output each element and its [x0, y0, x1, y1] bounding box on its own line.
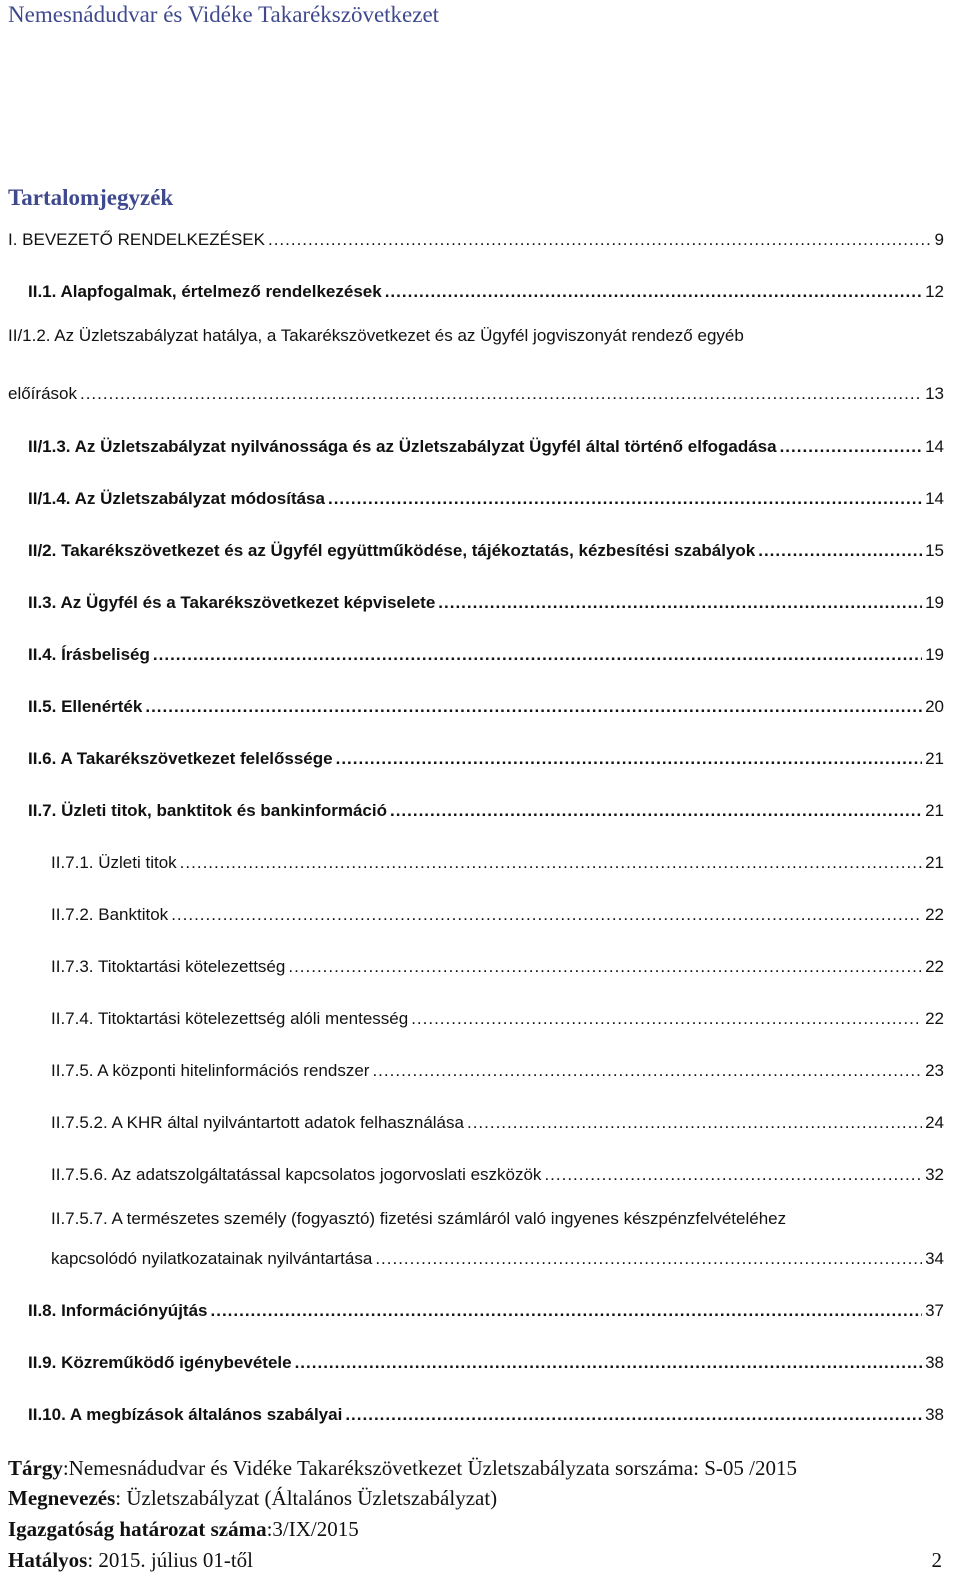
toc-entry[interactable] [0, 1208, 960, 1290]
toc-leader-dots [268, 229, 932, 251]
toc-leader-dots [780, 436, 923, 458]
toc-leader-dots [328, 488, 922, 510]
toc-entry[interactable] [0, 1104, 960, 1134]
toc-leader-dots [411, 1008, 922, 1030]
toc-leader-dots [758, 540, 922, 562]
toc-entry-label: II.7.4. Titoktartási kötelezettség alóli mentesség [51, 1009, 409, 1028]
footer-name-key: Megnevezés [8, 1486, 116, 1510]
toc-entry-page: 38 [925, 1405, 944, 1424]
footer-decision [8, 1517, 359, 1542]
toc-entry-label: II.6. A Takarékszövetkezet felelőssége [28, 749, 333, 768]
toc-leader-dots [145, 696, 922, 718]
footer-valid-value: : 2015. július 01-től [87, 1548, 254, 1572]
toc-entry[interactable] [0, 896, 960, 926]
toc-entry-label: II.7.3. Titoktartási kötelezettség [51, 957, 286, 976]
toc-leader-dots [345, 1404, 922, 1426]
toc-leader-dots [390, 800, 922, 822]
toc-leader-dots [375, 1248, 922, 1270]
toc-entry-label: II.4. Írásbeliség [28, 645, 150, 664]
toc-entry-page: 22 [925, 1009, 944, 1028]
toc-leader-dots [80, 383, 922, 405]
toc-entry[interactable] [0, 1052, 960, 1082]
toc-entry[interactable] [0, 1344, 960, 1374]
toc-entry-label: II/1.4. Az Üzletszabályzat módosítása [28, 489, 325, 508]
toc-entry[interactable] [0, 792, 960, 822]
toc-entry[interactable] [0, 948, 960, 978]
toc-entry-label: II.10. A megbízások általános szabályai [28, 1405, 343, 1424]
toc-leader-dots [211, 1300, 923, 1322]
toc-leader-dots [288, 956, 922, 978]
toc-entry-page: 22 [925, 957, 944, 976]
toc-entry-label: II.1. Alapfogalmak, értelmező rendelkezések [28, 282, 382, 301]
toc-leader-dots [171, 904, 922, 926]
toc-entry-page: 9 [934, 230, 944, 249]
toc-entry-label: II.7.1. Üzleti titok [51, 853, 177, 872]
page-number: 2 [931, 1548, 942, 1572]
toc-entry[interactable] [0, 480, 960, 510]
toc-leader-dots [295, 1352, 923, 1374]
toc-leader-dots [372, 1060, 922, 1082]
footer-name [8, 1486, 497, 1511]
toc-entry-label: II.8. Információnyújtás [28, 1301, 208, 1320]
footer-valid [8, 1548, 253, 1573]
toc-entry[interactable] [0, 428, 960, 458]
toc-entry-page: 20 [925, 697, 944, 716]
toc-entry-page: 12 [925, 282, 944, 301]
toc-entry-page: 32 [925, 1165, 944, 1184]
toc-entry-label: II.7.5. A központi hitelinformációs rendszer [51, 1061, 370, 1080]
toc-entry-page: 24 [925, 1113, 944, 1132]
toc-entry-page: 23 [925, 1061, 944, 1080]
toc-entry-label: II.9. Közreműködő igénybevétele [28, 1353, 292, 1372]
toc-entry[interactable] [0, 1396, 960, 1426]
page-header: Nemesnádudvar és Vidéke Takarékszövetkezet [8, 2, 440, 27]
toc-entry-page: 21 [925, 853, 944, 872]
toc-entry-label-line1: II/1.2. Az Üzletszabályzat hatálya, a Takarékszövetkezet és az Ügyfél jogviszonyát rendező egyéb [8, 326, 744, 345]
toc-entry[interactable] [0, 532, 960, 562]
toc-leader-dots [385, 281, 922, 303]
toc-entry-label: II/2. Takarékszövetkezet és az Ügyfél együttműködése, tájékoztatás, kézbesítési szabályok [28, 541, 756, 560]
toc-entry-label: II.7. Üzleti titok, banktitok és bankinformáció [28, 801, 387, 820]
toc-entry[interactable] [0, 1000, 960, 1030]
toc-entry-label: II.7.5.2. A KHR által nyilvántartott adatok felhasználása [51, 1113, 464, 1132]
toc-entry-label: II.7.2. Banktitok [51, 905, 169, 924]
toc-entry-label: II.5. Ellenérték [28, 697, 143, 716]
toc-entry-page: 14 [925, 437, 944, 456]
toc-entry-page: 21 [925, 801, 944, 820]
toc-entry-page: 15 [925, 541, 944, 560]
toc-entry-page: 13 [925, 384, 944, 403]
toc-entry-label-line1: II.7.5.7. A természetes személy (fogyasztó) fizetési számláról való ingyenes készpénzfelvételéhez [51, 1209, 787, 1228]
toc-entry-label: előírások [8, 384, 77, 403]
footer-subject-key: Tárgy [8, 1456, 63, 1480]
toc-entry[interactable] [0, 221, 960, 251]
toc-entry-label: II.7.5.6. Az adatszolgáltatással kapcsolatos jogorvoslati eszközök [51, 1165, 542, 1184]
toc-leader-dots [438, 592, 922, 614]
toc-entry-page: 19 [925, 645, 944, 664]
toc-entry[interactable] [0, 740, 960, 770]
toc-leader-dots [153, 644, 922, 666]
toc-entry-page: 19 [925, 593, 944, 612]
toc-entry[interactable] [0, 1156, 960, 1186]
footer-decision-key: Igazgatóság határozat száma [8, 1517, 267, 1541]
toc-entry-page: 22 [925, 905, 944, 924]
toc-entry-page: 21 [925, 749, 944, 768]
footer-name-value: : Üzletszabályzat (Általános Üzletszabályzat) [115, 1486, 498, 1510]
footer-decision-value: :3/IX/2015 [266, 1517, 359, 1541]
toc-title: Tartalomjegyzék [8, 185, 174, 210]
toc-entry-label: II/1.3. Az Üzletszabályzat nyilvánossága és az Üzletszabályzat Ügyfél által történő elfogadása [28, 437, 777, 456]
toc-entry[interactable] [0, 1292, 960, 1322]
toc-leader-dots [336, 748, 922, 770]
toc-entry[interactable] [0, 584, 960, 614]
toc-entry-page: 34 [925, 1249, 944, 1268]
footer-valid-key: Hatályos [8, 1548, 88, 1572]
toc-entry-label: kapcsolódó nyilatkozatainak nyilvántartása [51, 1249, 373, 1268]
footer-subject [8, 1456, 797, 1481]
toc-leader-dots [467, 1112, 922, 1134]
toc-entry[interactable] [0, 688, 960, 718]
toc-entry-page: 38 [925, 1353, 944, 1372]
toc-leader-dots [544, 1164, 922, 1186]
toc-entry[interactable] [0, 325, 960, 407]
toc-entry[interactable] [0, 273, 960, 303]
toc-entry[interactable] [0, 844, 960, 874]
toc-entry-label: II.3. Az Ügyfél és a Takarékszövetkezet képviselete [28, 593, 436, 612]
toc-entry-page: 14 [925, 489, 944, 508]
toc-leader-dots [180, 852, 922, 874]
toc-entry[interactable] [0, 636, 960, 666]
toc-entry-label: I. BEVEZETŐ RENDELKEZÉSEK [8, 230, 265, 249]
toc-entry-page: 37 [925, 1301, 944, 1320]
footer-subject-value: :Nemesnádudvar és Vidéke Takarékszövetkezet Üzletszabályzata sorszáma: S-05 /2015 [62, 1456, 797, 1480]
